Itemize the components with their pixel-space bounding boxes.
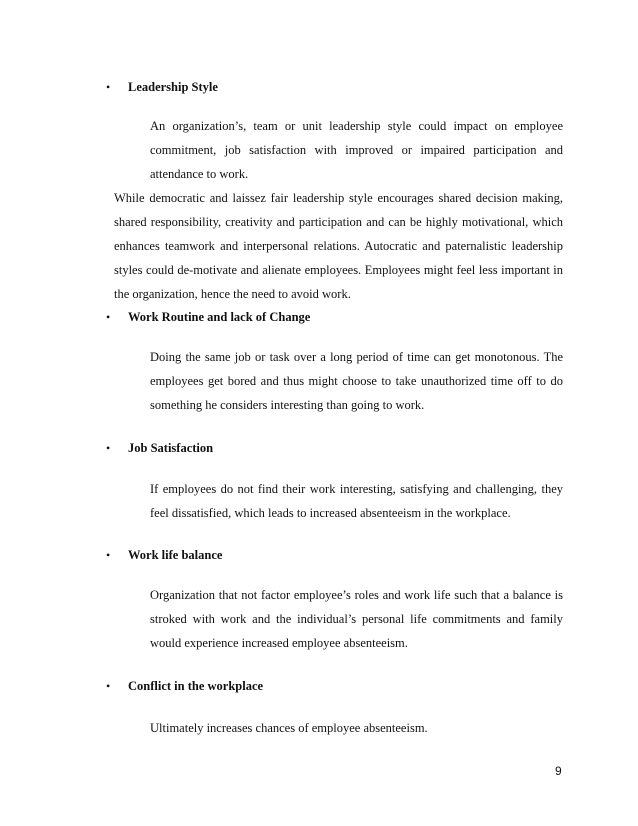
section-body-leadership-style: An organization’s, team or unit leadership style could impact on employee commitment, job satisfaction with improved or impaired participation and attendance to work. [150, 119, 563, 181]
section-heading-work-routine [106, 309, 311, 325]
heading-text: Work life balance [128, 548, 223, 562]
bullet-icon: • [106, 679, 111, 693]
heading-text: Job Satisfaction [128, 441, 214, 455]
heading-text: Leadership Style [128, 80, 218, 94]
page-number: 9 [555, 764, 562, 778]
section-body-conflict: Ultimately increases chances of employee absenteeism. [150, 721, 428, 735]
section-heading-conflict [106, 678, 264, 694]
section-heading-leadership-style [106, 79, 218, 95]
heading-text: Work Routine and lack of Change [128, 310, 311, 324]
body-paragraph: While democratic and laissez fair leadership style encourages shared decision making, shared responsibility, creativity and participation and can be highly motivational, which enhances teamwork and interpersonal relations. Autocratic and paternalistic leadership styles could de-motivate and alienate employees. Employees might feel less important in the organization, hence the need to avoid work. [114, 191, 563, 301]
heading-text: Conflict in the workplace [128, 679, 264, 693]
bullet-icon: • [106, 548, 111, 562]
bullet-icon: • [106, 80, 111, 94]
section-body-work-routine: Doing the same job or task over a long period of time can get monotonous. The employees get bored and thus might choose to take unauthorized time off to do something he considers interesting than going to work. [150, 350, 563, 412]
bullet-icon: • [106, 310, 111, 324]
section-heading-work-life-balance [106, 547, 223, 563]
section-body-job-satisfaction: If employees do not find their work interesting, satisfying and challenging, they feel dissatisfied, which leads to increased absenteeism in the workplace. [150, 482, 563, 520]
section-heading-job-satisfaction [106, 440, 214, 456]
section-body-work-life-balance: Organization that not factor employee’s roles and work life such that a balance is stroked with work and the individual’s personal life commitments and family would experience increased employee absenteeism. [150, 588, 563, 650]
bullet-icon: • [106, 441, 111, 455]
